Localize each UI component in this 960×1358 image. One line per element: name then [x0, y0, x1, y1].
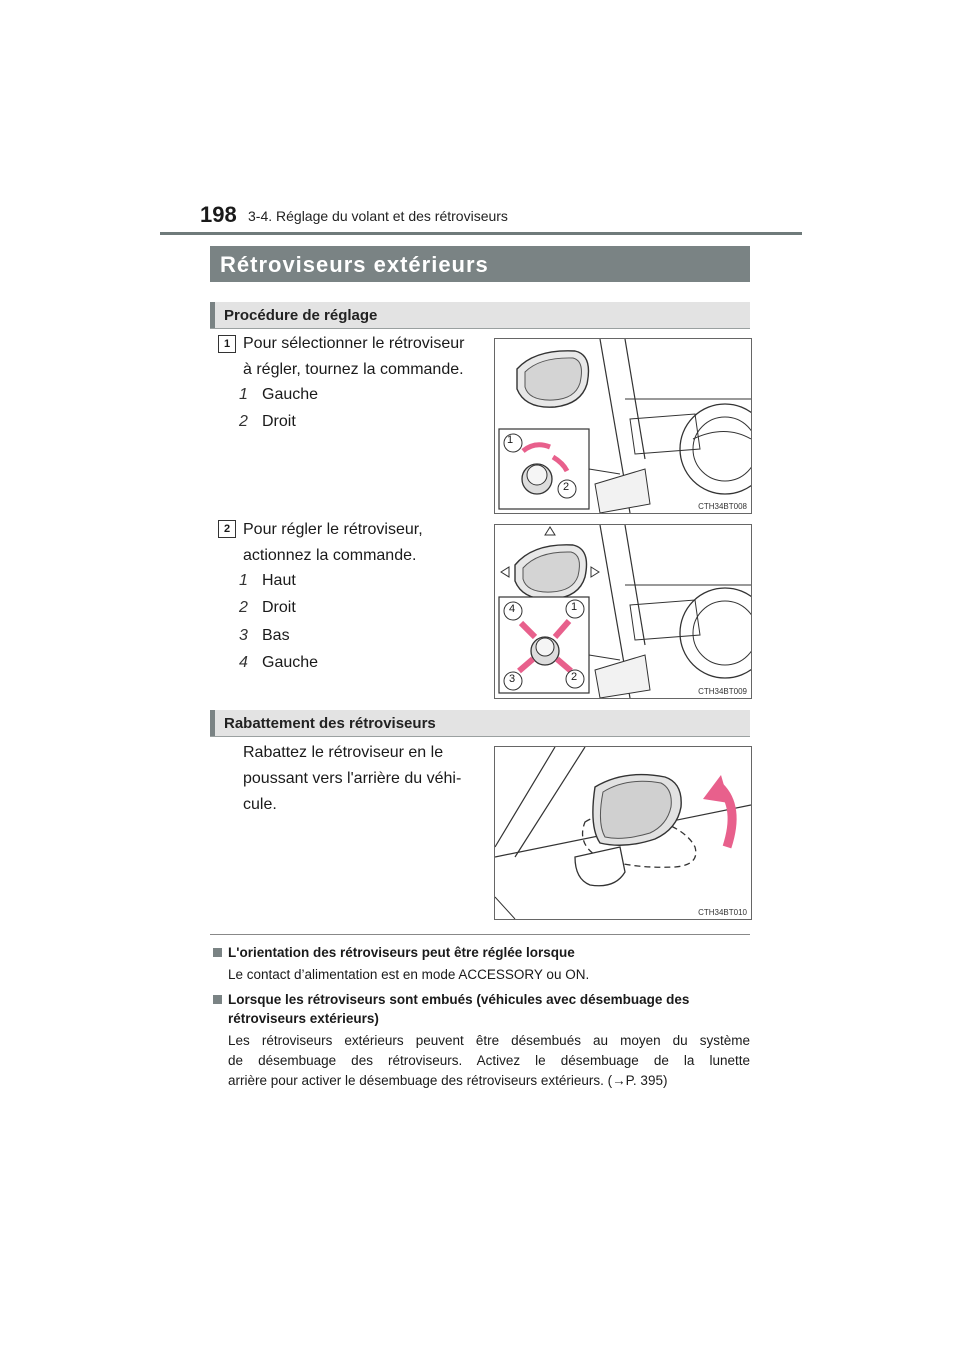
step-2-text-line-1: Pour régler le rétroviseur,	[243, 521, 423, 538]
figure-1-code: CTH34BT008	[698, 502, 747, 511]
mirror-select-illustration	[495, 339, 751, 513]
folding-heading-band	[210, 710, 750, 737]
figure-2-callout-3: 3	[509, 673, 516, 685]
note-1-body: Le contact d’alimentation est en mode ACCESSORY ou ON.	[228, 967, 590, 982]
step-2-item-2-number: 2	[239, 599, 248, 616]
step-2-text-line-2: actionnez la commande.	[243, 547, 417, 564]
step-2-number: 2	[218, 520, 236, 538]
step-1-text-line-2: à régler, tournez la commande.	[243, 361, 464, 378]
page-title: Rétroviseurs extérieurs	[220, 252, 489, 277]
note-1-title	[213, 945, 753, 960]
step-1-item-2-label: Droit	[262, 413, 296, 430]
note-2-body-line-3: arrière pour activer le désembuage des rétroviseurs extérieurs. (→P. 395)	[228, 1073, 668, 1088]
step-2-item-2-label: Droit	[262, 599, 296, 616]
figure-1-callout-1: 1	[507, 434, 514, 446]
step-1-text-line-1: Pour sélectionner le rétroviseur	[243, 335, 465, 352]
note-1-bullet-icon	[213, 948, 222, 957]
page-number: 198	[200, 202, 237, 227]
note-1-title-text: L'orientation des rétroviseurs peut être réglée lorsque	[228, 945, 575, 960]
figure-mirror-fold	[494, 746, 752, 920]
note-2-body-line-1: Les rétroviseurs extérieurs peuvent être désembués au moyen du système	[228, 1033, 750, 1048]
folding-text-line-2: poussant vers l'arrière du véhi-	[243, 770, 462, 787]
procedure-heading-band	[210, 302, 750, 329]
figure-2-callout-1: 1	[571, 601, 578, 613]
step-2-item-4-label: Gauche	[262, 654, 319, 671]
folding-text-line-1: Rabattez le rétroviseur en le	[243, 744, 444, 761]
step-2-item-1-label: Haut	[262, 572, 296, 589]
figure-2-code: CTH34BT009	[698, 687, 747, 696]
figure-1-callout-2: 2	[563, 481, 570, 493]
notes-divider	[210, 934, 750, 935]
figure-2-callout-4: 4	[509, 603, 516, 615]
figure-3-code: CTH34BT010	[698, 908, 747, 917]
step-2-item-3-label: Bas	[262, 627, 290, 644]
title-band	[210, 246, 750, 282]
folding-heading: Rabattement des rétroviseurs	[224, 715, 436, 732]
step-2-item-1-number: 1	[239, 572, 248, 589]
step-2-item-3-number: 3	[239, 627, 248, 644]
note-2-bullet-icon	[213, 995, 222, 1004]
note-2-title-line-2: rétroviseurs extérieurs)	[228, 1011, 379, 1026]
note-2-title-text: Lorsque les rétroviseurs sont embués (véhicules avec désembuage des	[228, 992, 690, 1007]
mirror-adjust-illustration	[495, 525, 751, 698]
step-2-item-4-number: 4	[239, 654, 248, 671]
procedure-heading: Procédure de réglage	[224, 307, 378, 324]
step-1-item-1-number: 1	[239, 386, 248, 403]
figure-mirror-select	[494, 338, 752, 514]
note-2-body-line-2: de désembuage des rétroviseurs. Activez le désembuage de la lunette	[228, 1053, 750, 1068]
step-1-number: 1	[218, 335, 236, 353]
figure-mirror-adjust	[494, 524, 752, 699]
step-1-item-1-label: Gauche	[262, 386, 319, 403]
figure-2-callout-2: 2	[571, 671, 578, 683]
note-2-title-line-1	[213, 992, 753, 1007]
mirror-fold-illustration	[495, 747, 751, 919]
section-header: 3-4. Réglage du volant et des rétroviseurs	[248, 208, 508, 224]
folding-text-line-3: cule.	[243, 796, 277, 813]
step-1-item-2-number: 2	[239, 413, 248, 430]
header-rule	[160, 232, 802, 235]
